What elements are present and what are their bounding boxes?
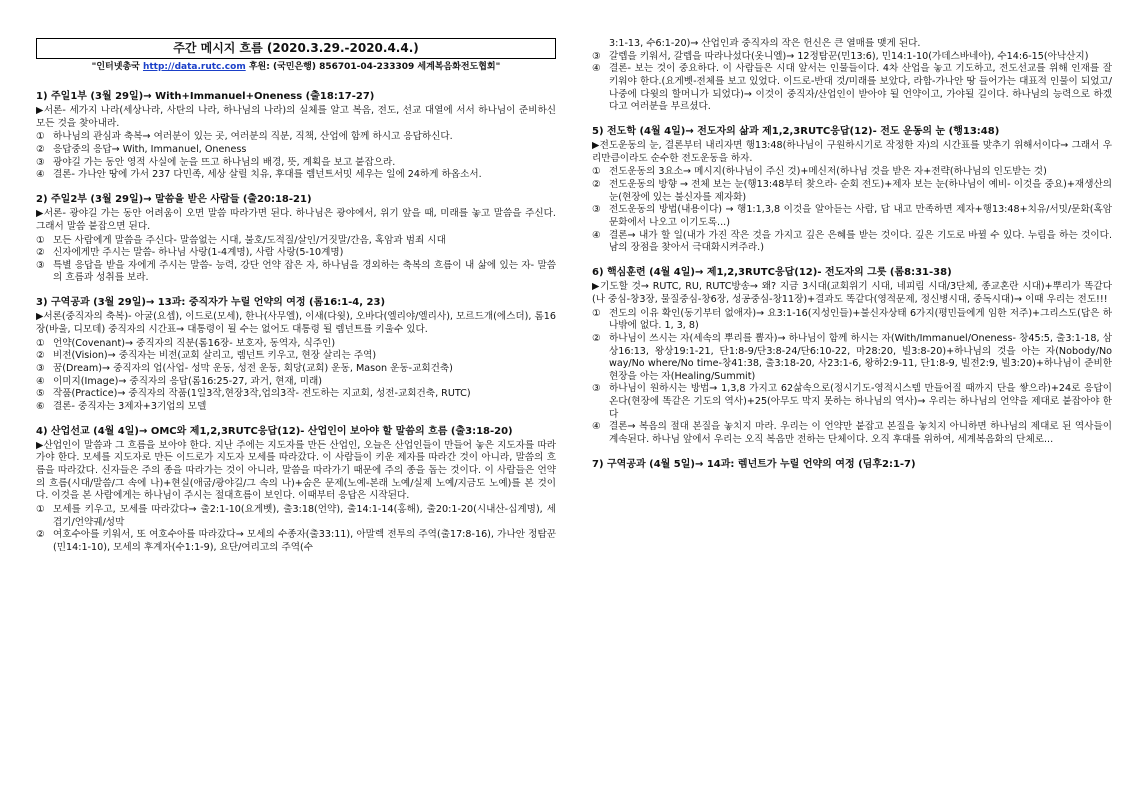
point-text: 전도운동의 3요소→ 메시지(하나님이 주신 것)+메신저(하나님 것을 받은 자+전략(하나님의 인도받는 것): [609, 166, 1047, 178]
subtitle-prefix: "인터넷총국: [91, 62, 143, 72]
point-item: [592, 383, 1112, 421]
point-item: [36, 363, 556, 376]
document-title-box: [36, 38, 556, 59]
point-item: [36, 157, 556, 170]
point-item: [36, 388, 556, 401]
point-item: [592, 333, 1112, 384]
point-item: [592, 308, 1112, 333]
point-text: 언약(Covenant)→ 중직자의 직분(롬16장- 보호자, 동역자, 식주인): [53, 337, 336, 349]
point-number: ④: [592, 229, 601, 241]
section-title: 7) 구역공과 (4월 5일)→ 14과: 렘넌트가 누릴 언약의 여정 (딤후2:1-7): [592, 458, 916, 470]
point-text: 여호수아를 키워서, 또 여호수아를 따라갔다→ 모세의 수종자(출33:11), 아말렉 전투의 주역(출17:8-16), 가나안 정탐꾼(민14:1-10), 모세의 후계자(수1:1-9), 요단/여리고의 주역(수: [53, 529, 556, 553]
point-item: [36, 144, 556, 157]
point-item: [36, 529, 556, 554]
point-number: ④: [592, 63, 601, 75]
message-section: [36, 296, 556, 413]
point-number: ②: [36, 144, 45, 156]
message-section: [592, 458, 1112, 471]
point-number: ②: [36, 350, 45, 362]
point-list: [36, 131, 556, 182]
point-item: [592, 230, 1112, 255]
section-intro: ▶서론- 광야길 가는 동안 어려움이 오면 말씀 따라가면 된다. 하나님은 광야에서, 위기 앞을 때, 미래를 놓고 말씀을 주신다. 그래서 말씀 붙잡으면 된다.: [36, 208, 556, 232]
point-text: 이미지(Image)→ 중직자의 응답(롬16:25-27, 과거, 현재, 미래): [53, 375, 323, 387]
point-text: 모세를 키우고, 모세를 따라갔다→ 출2:1-10(요게벳), 출3:18(언약), 출14:1-14(홍해), 출20:1-20(시내산-십계명), 세겹기/언약궤/성막: [53, 504, 556, 528]
section-intro: ▶산업인이 말씀과 그 흐름을 보아야 한다. 지난 주에는 지도자를 만든 산업인, 오늘은 산업인들이 만들어 놓은 지도자를 따라가야 한다. 모세를 지도자로 만든 이드로가 지도자 모세를 따라갔다. 이 사람들이 키운 제자를 따라간 것이 아니라, 말씀의 흐름을 따라갔다. 신자들은 주의 종을 따라가는 것이 아니라, 말씀을 따라가기 때문에 주의 종을 돕는 것이다. 이 사람들은 언약의 흐름(시대/말씀/그 속에 나)+현실(애굽/광야길/그 속의 나)+숨은 문제(노예-본래 노예/실제 노예/지금도 노예)를 본 것이다. 이것을 본 사람에게는 하나님이 주시는 절대흐름이 보인다. 이때부터 응답은 시작된다.: [36, 439, 556, 502]
point-number: ①: [592, 166, 601, 178]
section-intro: ▶기도할 것→ RUTC, RU, RUTC방송→ 왜? 지금 3시대(교회위기 시대, 네피림 시대/3단체, 종교혼란 시대)+뿌리가 똑같다(나 중심-창3장, 물질중심-창6장, 성공중심-창11장)+결과도 똑같다(영적문제, 정신병시대, 중독시대)→ 이때 우리는 전도!!!: [592, 281, 1112, 305]
point-text: 결론- 보는 것이 중요하다. 이 사람들은 시대 앞서는 인물들이다. 4차 산업을 놓고 기도하고, 전도선교를 위해 인재를 잘 키워야 한다.(요게벳-전체를 보고 있었다. 이드로-반대 것/미래를 보았다, 라합-가나안 땅 들어가는 대표적 인물이 되었고/나중에 다윗의 할머니가 되었다)→ 이것이 중직자/산업인이 받아야 될 언약이고, 가야될 길이다. 하나님의 능력으로 하겠다고 여러분을 부르셨다.: [609, 63, 1112, 113]
point-text: 특별 응답을 받을 자에게 주시는 말씀- 능력, 강단 언약 잡은 자, 하나님을 경외하는 축복의 흐름이 내 삶에 있는 자- 말씀의 흐름과 성취를 보라.: [53, 259, 556, 284]
point-number: ②: [592, 332, 601, 344]
point-item: [36, 376, 556, 389]
point-item: [592, 179, 1112, 204]
point-number: ③: [592, 204, 601, 216]
point-list: [36, 235, 556, 286]
point-number: ④: [592, 421, 601, 433]
point-text: 광야길 가는 동안 영적 사실에 눈을 뜨고 하나님의 배경, 뜻, 계획을 보고 붙잡으라.: [53, 156, 396, 168]
point-item: [36, 260, 556, 285]
point-text: 전도운동의 방법(내용이다) → 행1:1,3,8 이것을 알아듣는 사람, 답 내고 만족하면 제자+행13:48+치유/서밋/문화(혹암문화에서 나오고 이기도록...): [609, 204, 1112, 229]
point-number: ①: [36, 234, 45, 246]
section-intro: ▶서론- 세가지 나라(세상나라, 사탄의 나라, 하나님의 나라)의 실체를 알고 복음, 전도, 선교 대열에 서서 하나님이 준비하신 모든 것을 찾아내라.: [36, 105, 556, 129]
section-title: 1) 주일1부 (3월 29일)→ With+Immanuel+Oneness (출18:17-27): [36, 90, 375, 102]
point-text: 3:1-13, 수6:1-20)→ 산업인과 중직자의 작은 헌신은 큰 열매를 맺게 된다.: [609, 38, 921, 49]
point-text: 결론- 가나안 땅에 가서 237 다민족, 세상 살릴 치유, 후대를 렘넌트서밋 세우는 일에 24하게 하옵소서.: [53, 169, 482, 181]
point-number: ③: [36, 156, 45, 168]
point-item: [592, 166, 1112, 179]
point-item: [36, 350, 556, 363]
point-item: [592, 421, 1112, 446]
point-text: 결론→ 복음의 절대 본질을 놓치지 마라. 우리는 이 언약만 붙잡고 본질을 놓치지 아니하면 하나님의 제대로 된 역사들이 계속된다. 하나님 앞에서 우리는 오직 복음만 전하는 단체이다. 오직 후대를 위하여, 세계복음화의 단체로...: [609, 421, 1112, 446]
point-text: 비전(Vision)→ 중직자는 비전(교회 살리고, 렘넌트 키우고, 현장 살리는 주역): [53, 350, 377, 362]
document-title: 주간 메시지 흐름 (2020.3.29.-2020.4.4.): [173, 40, 419, 55]
point-number: ①: [592, 307, 601, 319]
point-item: [36, 504, 556, 529]
section-intro: ▶서론(중직자의 축복)- 아굴(요셉), 이드로(모세), 한나(사무엘), 이새(다윗), 오바다(엘리야/엘리사), 모르드개(에스더), 롬16장(바울, 디모데) 중직자의 시간표→ 대통령이 될 수는 없어도 대통령 될 렘넌트를 키울수 있다.: [36, 311, 556, 335]
point-item: [36, 235, 556, 248]
point-text: 하나님이 원하시는 방법→ 1,3,8 가지고 62삶속으로(정시기도-영적시스템 만들어질 때까지 단을 쌓으라)+24로 응답이 온다(현장에 똑같은 기도의 역사)+25(아무도 막지 못하는 하나님의 역사)→ 우리는 하나님의 언약을 제대로 붙잡아야 한다: [609, 383, 1112, 420]
point-number: ③: [592, 383, 601, 395]
subtitle-suffix: 후원: (국민은행) 856701-04-233309 세계복음화전도협회": [245, 62, 501, 72]
point-text: 신자에게만 주시는 말씀- 하나님 사랑(1-4계명), 사람 사랑(5-10계명): [53, 247, 344, 259]
point-item: [36, 247, 556, 260]
point-number: ③: [592, 50, 601, 62]
point-item: [592, 38, 1112, 51]
right-column: [592, 38, 1112, 482]
point-text: 꿈(Dream)→ 중직자의 업(사업- 성막 운동, 성전 운동, 회당(교회) 운동, Mason 운동-교회건축): [53, 362, 453, 374]
point-list: [592, 166, 1112, 255]
point-list: [36, 504, 556, 555]
point-text: 갈렙을 키워서, 갈렙을 따라나섰다(옷니엘)→ 12정탐꾼(민13:6), 민14:1-10(가데스바네아), 수14:6-15(아낙산지): [609, 50, 1089, 62]
point-text: 전도운동의 방향 → 전체 보는 눈(행13:48부터 찾으라- 순회 전도)+제자 보는 눈(하나님이 예비- 이것을 중요)+재생산의 눈(현장에 있는 불신자를 제자화): [609, 179, 1112, 203]
point-text: 모든 사람에게 말씀을 주신다- 말씀없는 시대, 불호/도적질/살인/거짓말/간음, 혹암과 범죄 시대: [53, 234, 446, 246]
document-subtitle: [36, 62, 556, 74]
point-list: [592, 38, 1112, 114]
point-item: [36, 338, 556, 351]
point-number: ④: [36, 375, 45, 387]
data-rutc-link[interactable]: http://data.rutc.com: [142, 62, 246, 72]
point-number: ②: [36, 247, 45, 259]
message-section: [592, 38, 1112, 114]
point-text: 응답중의 응답→ With, Immanuel, Oneness: [53, 144, 247, 156]
point-list: [592, 308, 1112, 447]
point-number: ⑥: [36, 400, 45, 412]
point-item: [592, 204, 1112, 229]
point-text: 하나님이 쓰시는 자(세속의 뿌리를 뽑자)→ 하나님이 함께 하시는 자(With/Immanuel/Oneness- 창45:5, 출3:1-18, 삼상16:13, 왕상19:1-21, 단1:8-9/단3:8-24/단6:10-22, 마28:20, 빌3:8-20)+하나님의 것을 아는 자(Nobody/No way/No where/No time-창41:38, 출3:18-20, 사23:1-6, 왕하2:9-11, 단1:8-9, 빌전2:9, 빌3:20)+하나님이 준비한 현장을 아는 자(Healing/Summit): [609, 332, 1112, 382]
point-number: ②: [592, 179, 601, 191]
point-item: [36, 401, 556, 414]
point-list: [36, 338, 556, 414]
point-text: 전도의 이유 확인(동기부터 없애자)→ 요3:1-16(지성인들)+불신자상태 6가지(평민들에게 임한 저주)+그리스도(답은 하나밖에 없다. 1, 3, 8): [609, 307, 1112, 332]
message-section: [592, 266, 1112, 447]
section-title: 4) 산업선교 (4월 4일)→ OMC와 제1,2,3RUTC응답(12)- 산업인이 보아야 할 말씀의 흐름 (출3:18-20): [36, 425, 513, 437]
point-text: 결론- 중직자는 3제자+3기업의 모델: [53, 400, 207, 412]
section-title: 5) 전도학 (4월 4일)→ 전도자의 삶과 제1,2,3RUTC응답(12)- 전도 운동의 눈 (행13:48): [592, 125, 1000, 137]
section-title: 6) 핵심훈련 (4월 4일)→ 제1,2,3RUTC응답(12)- 전도자의 그릇 (롬8:31-38): [592, 267, 952, 279]
message-section: [592, 125, 1112, 255]
section-title: 3) 구역공과 (3월 29일)→ 13과: 중직자가 누릴 언약의 여정 (롬16:1-4, 23): [36, 297, 386, 309]
section-intro: ▶전도운동의 눈, 결론부터 내리자면 행13:48(하나님이 구원하시기로 작정한 자)의 시간표를 맞추기 위해서이다→ 그래서 우리만큼이라도 순수한 전도운동을 하자.: [592, 140, 1112, 164]
point-number: ③: [36, 362, 45, 374]
left-sections: [36, 90, 556, 555]
point-number: ③: [36, 259, 45, 271]
point-number: ①: [36, 131, 45, 143]
point-number: ①: [36, 504, 45, 516]
point-item: [36, 131, 556, 144]
point-number: ⑤: [36, 388, 45, 400]
point-number: ④: [36, 169, 45, 181]
left-column: [36, 0, 556, 566]
point-text: 작품(Practice)→ 중직자의 작품(1일3작,현장3작,업의3작- 전도하는 지교회, 성전-교회건축, RUTC): [53, 388, 471, 400]
point-number: ①: [36, 337, 45, 349]
message-section: [36, 193, 556, 285]
point-item: [592, 51, 1112, 64]
right-sections: [592, 38, 1112, 471]
message-section: [36, 90, 556, 182]
point-item: [592, 63, 1112, 114]
section-title: 2) 주일2부 (3월 29일)→ 말씀을 받은 사람들 (출20:18-21): [36, 194, 312, 205]
point-number: ②: [36, 529, 45, 541]
point-text: 하나님의 관심과 축복→ 여러분이 있는 곳, 여러분의 직분, 직책, 산업에 함께 하시고 응답하신다.: [53, 131, 453, 143]
point-text: 결론→ 내가 할 일(내가 가진 작은 것을 가지고 깊은 은혜를 받는 것이다. 깊은 기도로 바뀔 수 있다. 누림을 하는 것이다. 남의 장점을 찾아서 극대화시켜주라.): [609, 229, 1112, 254]
message-section: [36, 425, 556, 555]
point-item: [36, 169, 556, 182]
